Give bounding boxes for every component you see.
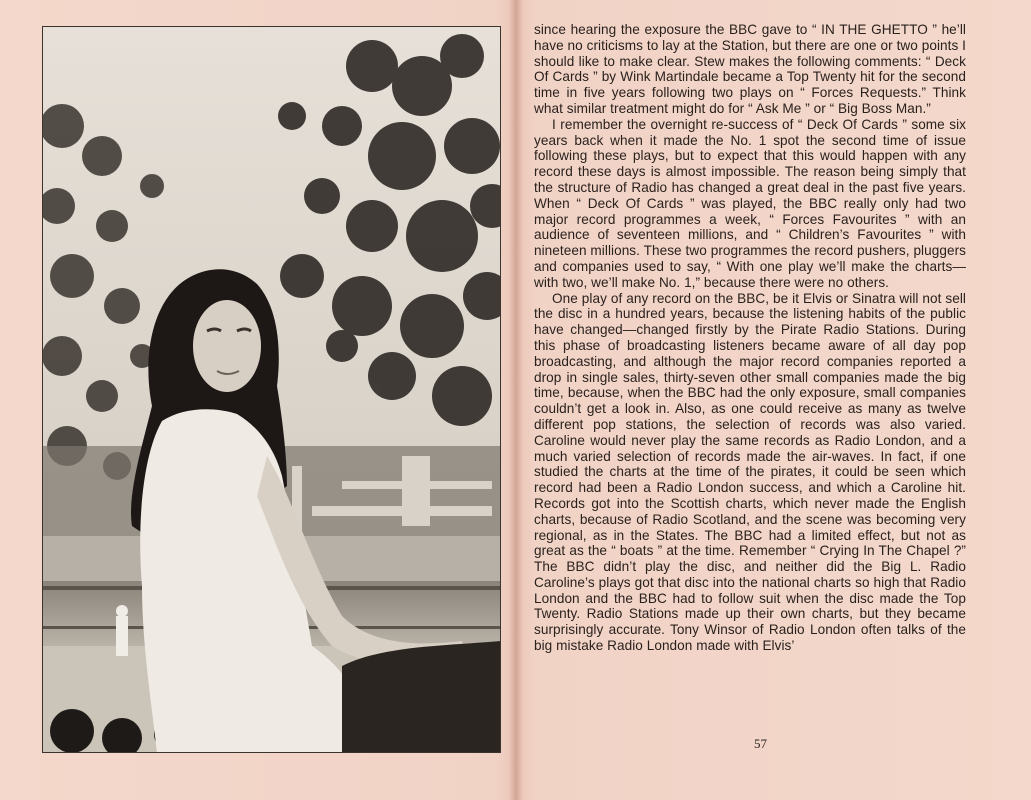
article-paragraph-3: One play of any record on the BBC, be it Elvis or Sinatra will not sell the disc in a hundred years, because the listening habits of the public have changed—changed firstly by the Pirate Radio Stations. During this phase of broadcasting listeners became aware of all day pop broadcasting, and although the major record companies reported a drop in single sales, thirty-seven other small companies made the big time, because, when the BBC had the only exposure, small companies couldn’t get a look in. Also, as one could receive as many as twelve different pop stations, the selection of records was also varied. Caroline would never play the same records as Radio London, and a much varied selection of records made the air-waves. In fact, if one studied the charts at the time of the pirates, it could be seen which record had been a Radio London success, and which a Caroline hit. Records got into the Scottish charts, which never made the English charts, because of Radio Scotland, and the scene was becoming very regional, as in the States. The BBC had a limited effect, but not as great as the “ boats ” at the time. Remember “ Crying In The Chapel ?” The BBC didn’t play the disc, and neither did the Big L. Radio Caroline’s plays got that disc into the national charts so high that Radio London and the BBC had to follow suit when the disc made the Top Twenty. Radio Stations made up their own charts, but they became surprisingly accurate. Tony Winsor of Radio London often talks of the big mistake Radio London made with Elvis’ — [534, 290, 966, 654]
photo-of-girl-seated-outdoors — [42, 26, 501, 753]
article-paragraph-2: I remember the overnight re-success of “ Deck Of Cards ” some six years back when it made the No. 1 spot the second time of issue following these plays, but to expect that this would happen with any record these days is almost impossible. The reason being simply that the structure of Radio has changed a great deal in the past five years. When “ Deck Of Cards ” was played, the BBC really only had two major record programmes a week, “ Forces Favourites ” with an audience of seventeen millions, and “ Children’s Favourites ” with nineteen millions. These two programmes the record pushers, pluggers and companies used to say, “ With one play we’ll make the charts—with two, we’ll make No. 1,” because there were no others. — [534, 116, 966, 290]
page-gutter — [509, 0, 523, 800]
article-text — [534, 22, 966, 654]
page-number: 57 — [754, 736, 767, 751]
article-paragraph-1: since hearing the exposure the BBC gave to “ IN THE GHETTO ” he’ll have no criticisms to lay at the Station, but there are one or two points I should like to make clear. Stew makes the following comments: “ Deck Of Cards ” by Wink Martindale became a Top Twenty hit for the second time in five years following two plays on “ Forces Requests.” Think what similar treatment might do for “ Ask Me ” or “ Big Boss Man.” — [534, 22, 966, 116]
photo-illustration — [42, 26, 501, 753]
